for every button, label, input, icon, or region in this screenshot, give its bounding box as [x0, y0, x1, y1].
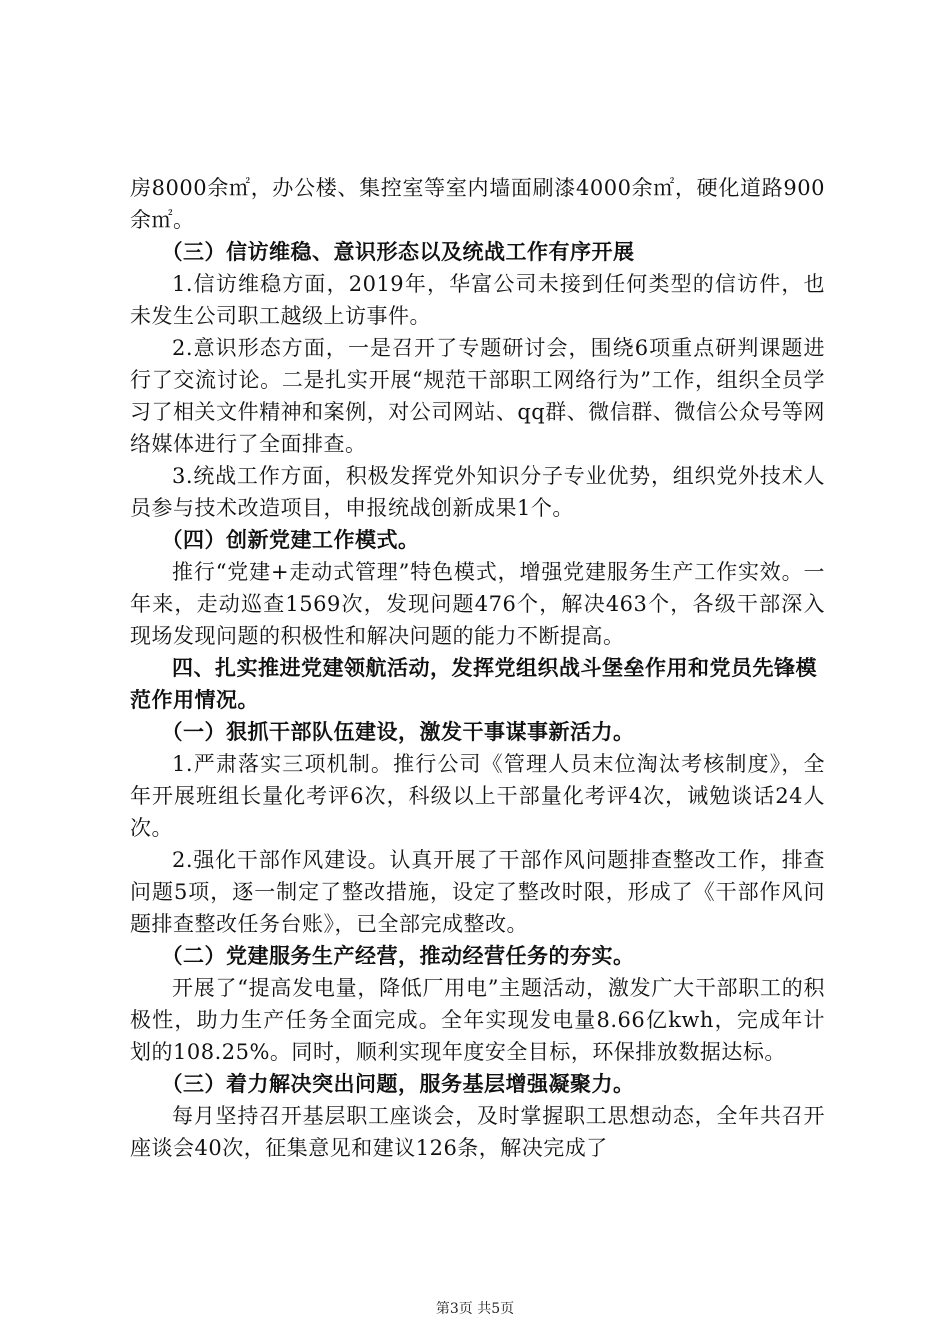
paragraph-yishi-xingtai: 2.意识形态方面，一是召开了专题研讨会，围绕6项重点研判课题进行了交流讨论。二是扎实开展“规范干部职工网络行为”工作，组织全员学习了相关文件精神和案例，对公司网站、qq群、微信群、微信公众号等网络媒体进行了全面排查。	[130, 336, 825, 456]
paragraph-ganbu-zuofeng: 2.强化干部作风建设。认真开展了干部作风问题排查整改工作，排查问题5项，逐一制定了整改措施，设定了整改时限，形成了《干部作风问题排查整改任务台账》，已全部完成整改。	[130, 848, 825, 936]
document-body	[130, 172, 825, 1164]
heading-xinfang-weiwen: （三）信访维稳、意识形态以及统战工作有序开展	[161, 240, 635, 264]
heading-shengchan-jingying: （二）党建服务生产经营，推动经营任务的夯实。	[161, 944, 635, 968]
heading-jiejue-wenti: （三）着力解决突出问题，服务基层增强凝聚力。	[161, 1072, 635, 1096]
paragraph-xinfang: 1.信访维稳方面，2019年，华富公司未接到任何类型的信访件，也未发生公司职工越级上访事件。	[130, 272, 825, 328]
page-number-footer: 第3页 共5页	[435, 1301, 515, 1317]
paragraph-zuotanhui: 每月坚持召开基层职工座谈会，及时掌握职工思想动态，全年共召开座谈会40次，征集意见和建议126条，解决完成了	[130, 1104, 825, 1160]
heading-ganbu-duiwu: （一）狠抓干部队伍建设，激发干事谋事新活力。	[161, 720, 635, 744]
heading-chuangxin-dangjian: （四）创新党建工作模式。	[161, 528, 420, 552]
paragraph-tongzhan: 3.统战工作方面，积极发挥党外知识分子专业优势，组织党外技术人员参与技术改造项目，申报统战创新成果1个。	[130, 464, 825, 520]
heading-section-four: 四、扎实推进党建领航活动，发挥党组织战斗堡垒作用和党员先锋模范作用情况。	[130, 656, 817, 712]
paragraph-sanxiang-jizhi: 1.严肃落实三项机制。推行公司《管理人员末位淘汰考核制度》，全年开展班组长量化考评6次，科级以上干部量化考评4次，诫勉谈话24人次。	[130, 752, 825, 840]
paragraph-1: 房8000余㎡，办公楼、集控室等室内墙面刷漆4000余㎡，硬化道路900余㎡。	[130, 176, 825, 232]
paragraph-fadianliang: 开展了“提高发电量，降低厂用电”主题活动，激发广大干部职工的积极性，助力生产任务全面完成。全年实现发电量8.66亿kwh，完成年计划的108.25%。同时，顺利实现年度安全目标，环保排放数据达标。	[130, 976, 825, 1064]
paragraph-zoudong-guanli: 推行“党建+走动式管理”特色模式，增强党建服务生产工作实效。一年来，走动巡查1569次，发现问题476个，解决463个，各级干部深入现场发现问题的积极性和解决问题的能力不断提高。	[130, 560, 825, 648]
